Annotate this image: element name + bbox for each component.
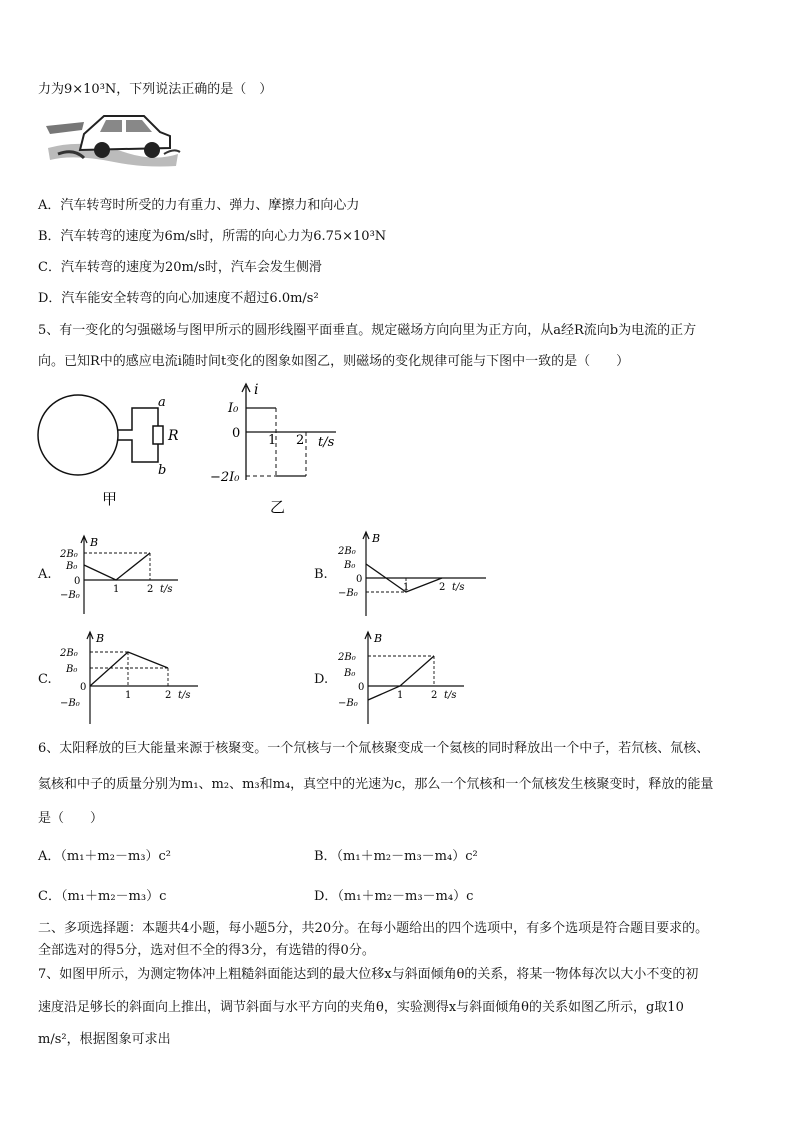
yi-zero: 0 bbox=[232, 426, 241, 441]
tick-t1: 1 bbox=[397, 690, 404, 701]
tick-t2: 2 bbox=[165, 690, 172, 701]
tick-b0: B₀ bbox=[344, 668, 356, 679]
tick-b0: B₀ bbox=[66, 561, 78, 572]
q5-option-d-graph bbox=[336, 628, 476, 726]
tick-neg-b0: −B₀ bbox=[60, 590, 80, 601]
q6-stem-line2: 氦核和中子的质量分别为m₁、m₂、m₃和m₄，真空中的光速为c，那么一个氘核和一个氚核发生核聚变时，释放的能量 bbox=[38, 777, 714, 792]
q7-stem-line3: m/s²，根据图象可求出 bbox=[38, 1032, 171, 1047]
q5-option-a-graph bbox=[58, 532, 188, 618]
tick-b0: B₀ bbox=[66, 664, 78, 675]
b-curve bbox=[84, 553, 150, 580]
q6-option-c: C．（m₁＋m₂－m₃）c bbox=[38, 889, 167, 904]
b-axis-label: B bbox=[372, 532, 381, 545]
q6-stem-line1: 6、太阳释放的巨大能量来源于核聚变。一个氘核与一个氚核聚变成一个氦核的同时释放出一个中子，若氘核、氚核、 bbox=[38, 741, 710, 756]
yi-i0: I₀ bbox=[228, 401, 239, 416]
q7-stem-line1: 7、如图甲所示，为测定物体冲上粗糙斜面能达到的最大位移x与斜面倾角θ的关系，将某一物体每次以大小不变的初 bbox=[38, 967, 699, 982]
q5-stem-line1: 5、有一变化的匀强磁场与图甲所示的圆形线圈平面垂直。规定磁场方向向里为正方向，从a经R流向b为电流的正方 bbox=[38, 323, 697, 338]
q7-stem-line2: 速度沿足够长的斜面向上推出，调节斜面与水平方向的夹角θ，实验测得x与斜面倾角θ的关系如图乙所示，g取10 bbox=[38, 1000, 684, 1015]
yi-y-label: i bbox=[254, 382, 259, 398]
tick-zero: 0 bbox=[358, 682, 365, 693]
tick-2b0: 2B₀ bbox=[338, 546, 356, 557]
q4-option-d: D．汽车能安全转弯的向心加速度不超过6.0m/s² bbox=[38, 291, 319, 306]
label-b: b bbox=[158, 463, 167, 478]
tick-2b0: 2B₀ bbox=[60, 549, 78, 560]
t-axis-label: t/s bbox=[452, 582, 465, 593]
caption-yi: 乙 bbox=[270, 498, 286, 516]
q5-option-a-label: A. bbox=[38, 567, 52, 582]
b-curve bbox=[90, 652, 168, 686]
tick-neg-b0: −B₀ bbox=[338, 588, 358, 599]
q5-stem-line2: 向。已知R中的感应电流i随时间t变化的图象如图乙，则磁场的变化规律可能与下图中一致的是（ ） bbox=[38, 354, 630, 369]
tick-zero: 0 bbox=[80, 682, 87, 693]
q5-option-b-label: B. bbox=[314, 567, 328, 582]
tick-t2: 2 bbox=[431, 690, 438, 701]
t-axis-label: t/s bbox=[178, 690, 191, 701]
q6-option-b: B．（m₁＋m₂－m₃－m₄）c² bbox=[314, 849, 478, 864]
tick-zero: 0 bbox=[74, 576, 81, 587]
t-axis-label: t/s bbox=[444, 690, 457, 701]
q6-option-d: D．（m₁＋m₂－m₃－m₄）c bbox=[314, 889, 474, 904]
tick-t2: 2 bbox=[147, 584, 154, 595]
yi-t2: 2 bbox=[296, 433, 305, 448]
label-a: a bbox=[158, 395, 166, 410]
q4-option-c: C．汽车转弯的速度为20m/s时，汽车会发生侧滑 bbox=[38, 260, 322, 275]
yi-t1: 1 bbox=[268, 433, 277, 448]
figure-jia-coil bbox=[36, 392, 186, 514]
q5-option-c-label: C. bbox=[38, 672, 52, 687]
label-r: R bbox=[168, 428, 179, 444]
q4-option-b: B．汽车转弯的速度为6m/s时，所需的向心力为6.75×10³N bbox=[38, 229, 387, 244]
tick-t1: 1 bbox=[125, 690, 132, 701]
q5-option-b-graph bbox=[336, 528, 496, 618]
q4-option-a: A．汽车转弯时所受的力有重力、弹力、摩擦力和向心力 bbox=[38, 198, 360, 213]
section2-line1: 二、多项选择题：本题共4小题，每小题5分，共20分。在每小题给出的四个选项中，有多个选项是符合题目要求的。 bbox=[38, 921, 709, 936]
tick-2b0: 2B₀ bbox=[338, 652, 356, 663]
tick-2b0: 2B₀ bbox=[60, 648, 78, 659]
yi-t-unit: t/s bbox=[318, 435, 335, 450]
tick-t2: 2 bbox=[439, 582, 446, 593]
tick-zero: 0 bbox=[356, 574, 363, 585]
figure-yi-current-graph bbox=[206, 380, 346, 520]
car-illustration bbox=[44, 108, 182, 168]
q6-stem-line3: 是（ ） bbox=[38, 811, 104, 826]
q6-option-a: A．（m₁＋m₂－m₃）c² bbox=[38, 849, 171, 864]
q5-option-c-graph bbox=[58, 628, 208, 726]
q4-tail: 力为9×10³N，下列说法正确的是（ ） bbox=[38, 82, 273, 97]
caption-jia: 甲 bbox=[102, 490, 118, 508]
b-axis-label: B bbox=[90, 536, 99, 549]
tick-neg-b0: −B₀ bbox=[338, 698, 358, 709]
b-axis-label: B bbox=[96, 632, 105, 645]
resistor-r bbox=[153, 426, 163, 444]
tick-t1: 1 bbox=[403, 582, 410, 593]
b-axis-label: B bbox=[374, 632, 383, 645]
section2-line2: 全部选对的得5分，选对但不全的得3分，有选错的得0分。 bbox=[38, 943, 375, 958]
tick-neg-b0: −B₀ bbox=[60, 698, 80, 709]
t-axis-label: t/s bbox=[160, 584, 173, 595]
tick-t1: 1 bbox=[113, 584, 120, 595]
q5-option-d-label: D. bbox=[314, 672, 329, 687]
yi-neg: −2I₀ bbox=[210, 470, 240, 485]
tick-b0: B₀ bbox=[344, 560, 356, 571]
